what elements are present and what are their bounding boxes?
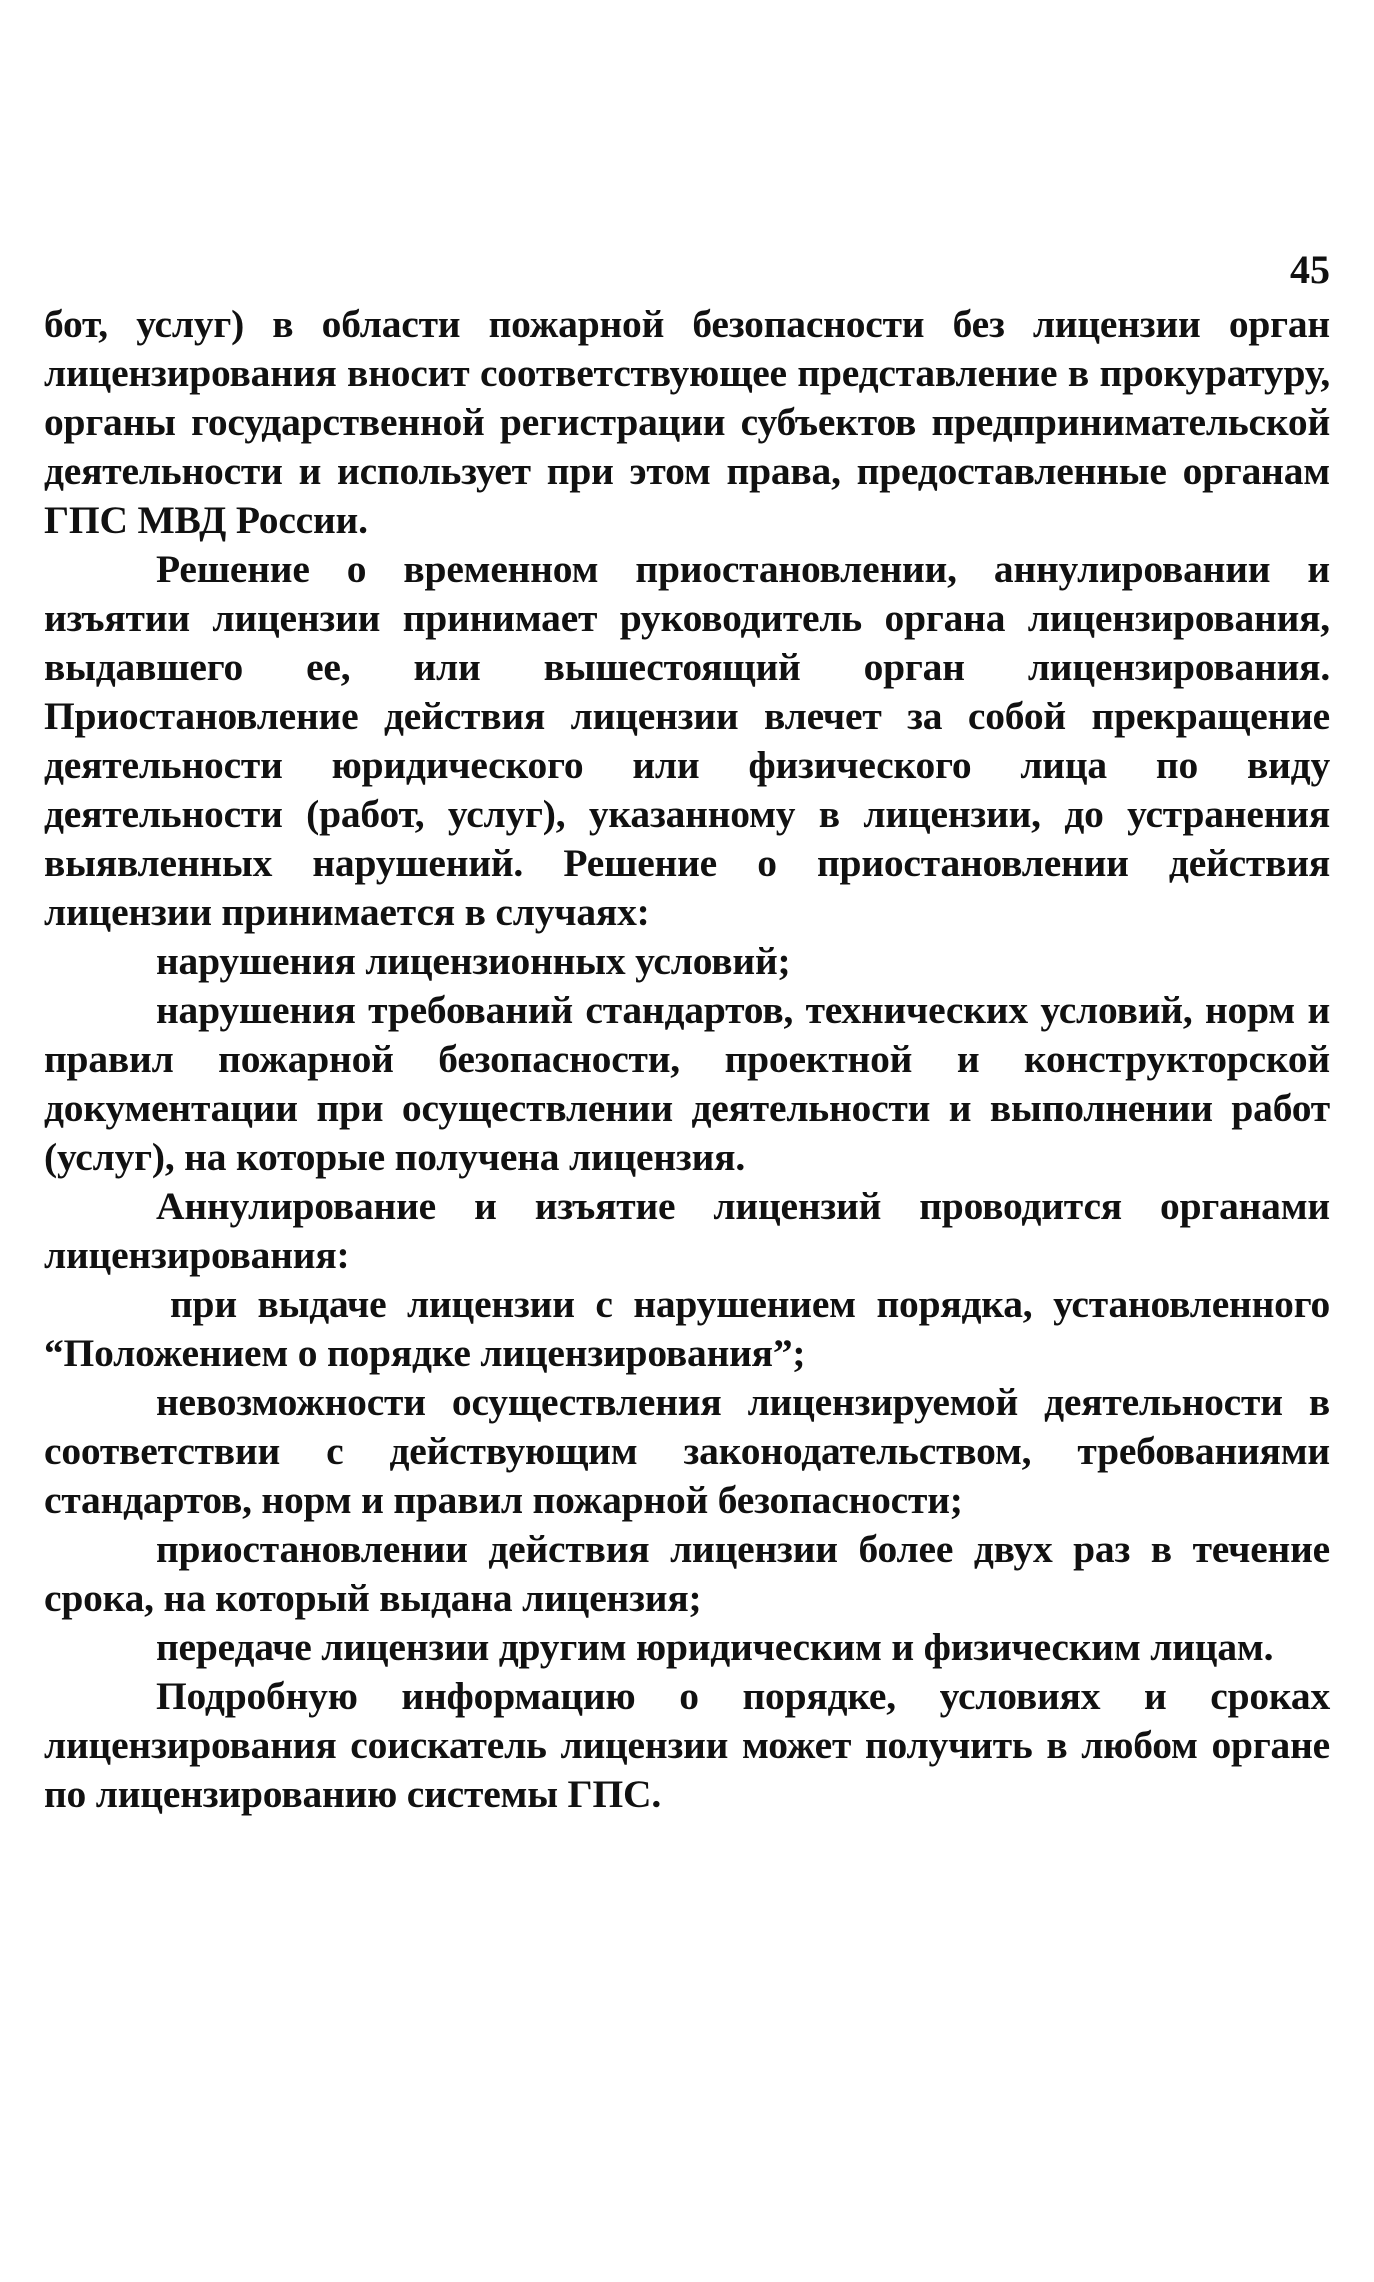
paragraph-continuation: бот, услуг) в области пожарной безопасности без лицензии орган лицензирования вносит соответствующее представление в прокуратуру, органы государственной регистрации субъектов предпринимательской деятельности и использует при этом права, предоставленные органам ГПС МВД России. xyxy=(44,302,1330,542)
list-item-license-conditions: нарушения лицензионных условий; xyxy=(156,939,791,983)
list-item-repeated-suspension: приостановлении действия лицензии более двух раз в течение срока, на который выдана лицензия; xyxy=(44,1527,1330,1620)
list-item-impossibility: невозможности осуществления лицензируемой деятельности в соответствии с действующим законодательством, требованиями стандартов, норм и правил пожарной безопасности; xyxy=(44,1380,1330,1522)
paragraph-decision: Решение о временном приостановлении, аннулировании и изъятии лицензии принимает руководитель органа лицензирования, выдавшего ее, или вышестоящий орган лицензирования. Приостановление действия лицензии влечет за собой прекращение деятельности юридического или физического лица по виду деятельности (работ, услуг), указанному в лицензии, до устранения выявленных нарушений. Решение о приостановлении действия лицензии принимается в случаях: xyxy=(44,547,1330,934)
paragraph-more-info: Подробную информацию о порядке, условиях и сроках лицензирования соискатель лицензии может получить в любом органе по лицензированию системы ГПС. xyxy=(44,1674,1330,1816)
list-item-issuance-violation: при выдаче лицензии с нарушением порядка, установленного “Положением о порядке лицензирования”; xyxy=(44,1282,1330,1375)
list-item-transfer: передаче лицензии другим юридическим и физическим лицам. xyxy=(156,1625,1274,1669)
paragraph-annulment: Аннулирование и изъятие лицензий проводится органами лицензирования: xyxy=(44,1184,1330,1277)
page-number: 45 xyxy=(1290,247,1330,292)
body-text xyxy=(44,300,1330,1819)
list-item-requirements-violation: нарушения требований стандартов, технических условий, норм и правил пожарной безопасности, проектной и конструкторской документации при осуществлении деятельности и выполнении работ (услуг), на которые получена лицензия. xyxy=(44,988,1330,1179)
